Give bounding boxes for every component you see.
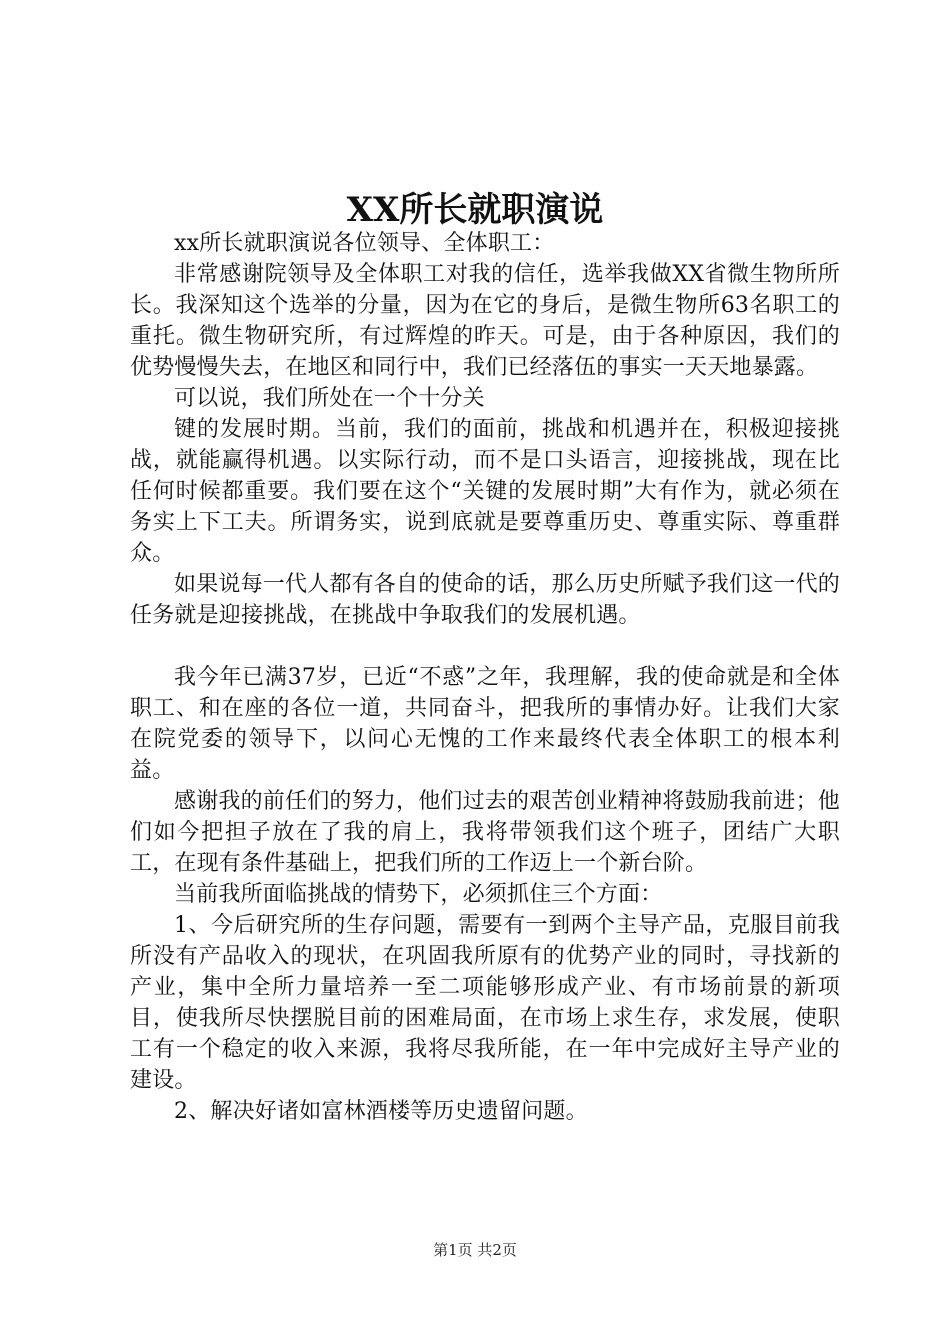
- paragraph-point-2: 2、解决好诸如富林酒楼等历史遗留问题。: [174, 1099, 588, 1124]
- document-body: [130, 228, 840, 1127]
- paragraph-critical-period: 键的发展时期。当前，我们的面前，挑战和机遇并在，积极迎接挑战，就能赢得机遇。以实际行动，而不是口头语言，迎接挑战，现在比任何时候都重要。我们要在这个“关键的发展时期”大有作为，就必须在务实上下工夫。所谓务实，说到底就是要尊重历史、尊重实际、尊重群众。: [130, 417, 840, 566]
- paragraph-predecessors: 感谢我的前任们的努力，他们过去的艰苦创业精神将鼓励我前进；他们如今把担子放在了我的肩上，我将带领我们这个班子，团结广大职工，在现有条件基础上，把我们所的工作迈上一个新台阶。: [130, 789, 841, 876]
- paragraph-salutation: xx所长就职演说各位领导、全体职工：: [174, 231, 555, 256]
- paragraph-mission: 如果说每一代人都有各自的使命的话，那么历史所赋予我们这一代的任务就是迎接挑战，在挑战中争取我们的发展机遇。: [130, 572, 841, 628]
- paragraph-thanks: 非常感谢院领导及全体职工对我的信任，选举我做XX省微生物所所长。我深知这个选举的分量，因为在它的身后，是微生物所63名职工的重托。微生物研究所，有过辉煌的昨天。可是，由于各种原因，我们的优势慢慢失去，在地区和同行中，我们已经落伍的事实一天天地暴露。: [130, 262, 840, 380]
- paragraph-age: 我今年已满37岁，已近“不惑”之年，我理解，我的使命就是和全体职工、和在座的各位一道，共同奋斗，把我所的事情办好。让我们大家在院党委的领导下，以问心无愧的工作来最终代表全体职工的根本利益。: [130, 665, 840, 783]
- paragraph-point-1: 1、今后研究所的生存问题，需要有一到两个主导产品，克服目前我所没有产品收入的现状，在巩固我所原有的优势产业的同时，寻找新的产业，集中全所力量培养一至二项能够形成产业、有市场前景的新项目，使我所尽快摆脱目前的困难局面，在市场上求生存，求发展，使职工有一个稳定的收入来源，我将尽我所能，在一年中完成好主导产业的建设。: [130, 913, 840, 1093]
- paragraph-critical-period-start: 可以说，我们所处在一个十分关: [174, 386, 485, 411]
- page-title: XX所长就职演说: [346, 190, 604, 230]
- page-footer: 第1页 共2页: [433, 1241, 517, 1259]
- paragraph-three-aspects: 当前我所面临挑战的情势下，必须抓住三个方面：: [174, 882, 663, 907]
